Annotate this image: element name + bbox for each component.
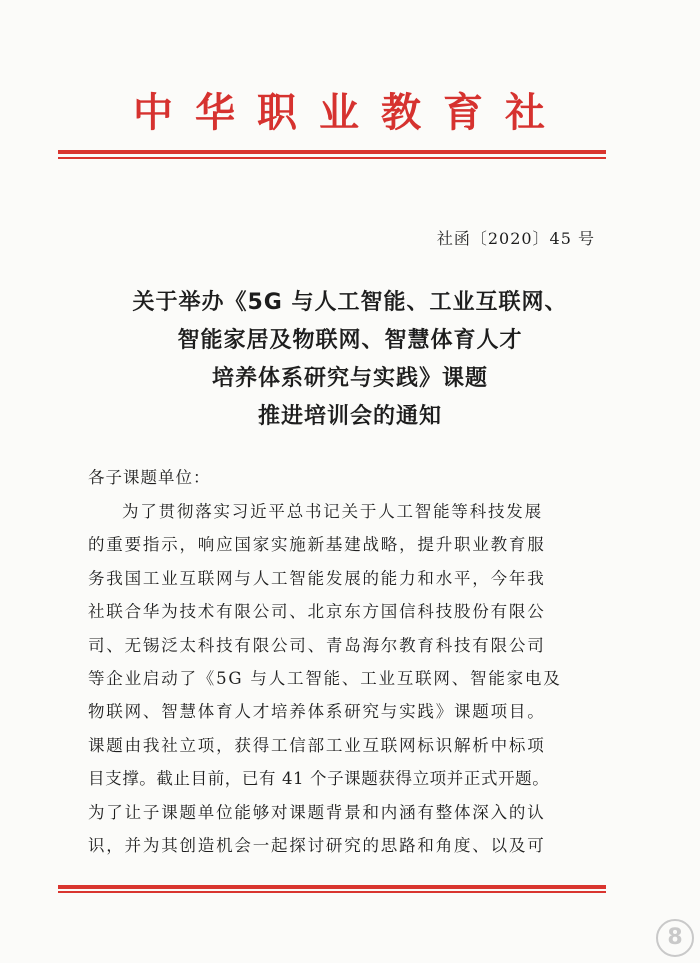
title-line: 培养体系研究与实践》课题 [211, 366, 488, 391]
body-line: 目支撑。截止目前，已有 41 个子课题获得立项并正式开题。 [88, 769, 550, 789]
body-line: 物联网、智慧体育人才培养体系研究与实践》课题项目。 [88, 702, 546, 722]
footer-divider-thick [58, 885, 606, 889]
footer-divider-thin [58, 891, 606, 893]
body-line: 的重要指示，响应国家实施新基建战略，提升职业教育服 [88, 535, 546, 555]
body-paragraph [88, 495, 608, 862]
document-title [0, 284, 700, 436]
body-line: 社联合华为技术有限公司、北京东方国信科技股份有限公 [88, 602, 546, 622]
salutation: 各子课题单位： [88, 468, 211, 487]
title-line: 推进培训会的通知 [257, 404, 442, 429]
letterhead-divider-thin [58, 157, 606, 159]
body-line: 为了贯彻落实习近平总书记关于人工智能等科技发展 [122, 502, 543, 521]
body-line: 识，并为其创造机会一起探讨研究的思路和角度、以及可 [88, 836, 546, 856]
organization-letterhead: 中华职业教育社 [133, 90, 567, 136]
body-line: 等企业启动了《5G 与人工智能、工业互联网、智能家电及 [88, 669, 562, 689]
title-line: 关于举办《5G 与人工智能、工业互联网、 [132, 290, 568, 315]
document-number: 社函〔2020〕45 号 [436, 229, 595, 248]
watermark-logo-icon: 8 [656, 919, 694, 957]
letterhead-divider-thick [58, 150, 606, 154]
body-line: 为了让子课题单位能够对课题背景和内涵有整体深入的认 [88, 802, 546, 822]
body-line: 务我国工业互联网与人工智能发展的能力和水平，今年我 [88, 568, 546, 588]
body-line: 课题由我社立项，获得工信部工业互联网标识解析中标项 [88, 735, 546, 755]
title-line: 智能家居及物联网、智慧体育人才 [177, 328, 523, 353]
body-line: 司、无锡泛太科技有限公司、青岛海尔教育科技有限公司 [88, 635, 546, 655]
